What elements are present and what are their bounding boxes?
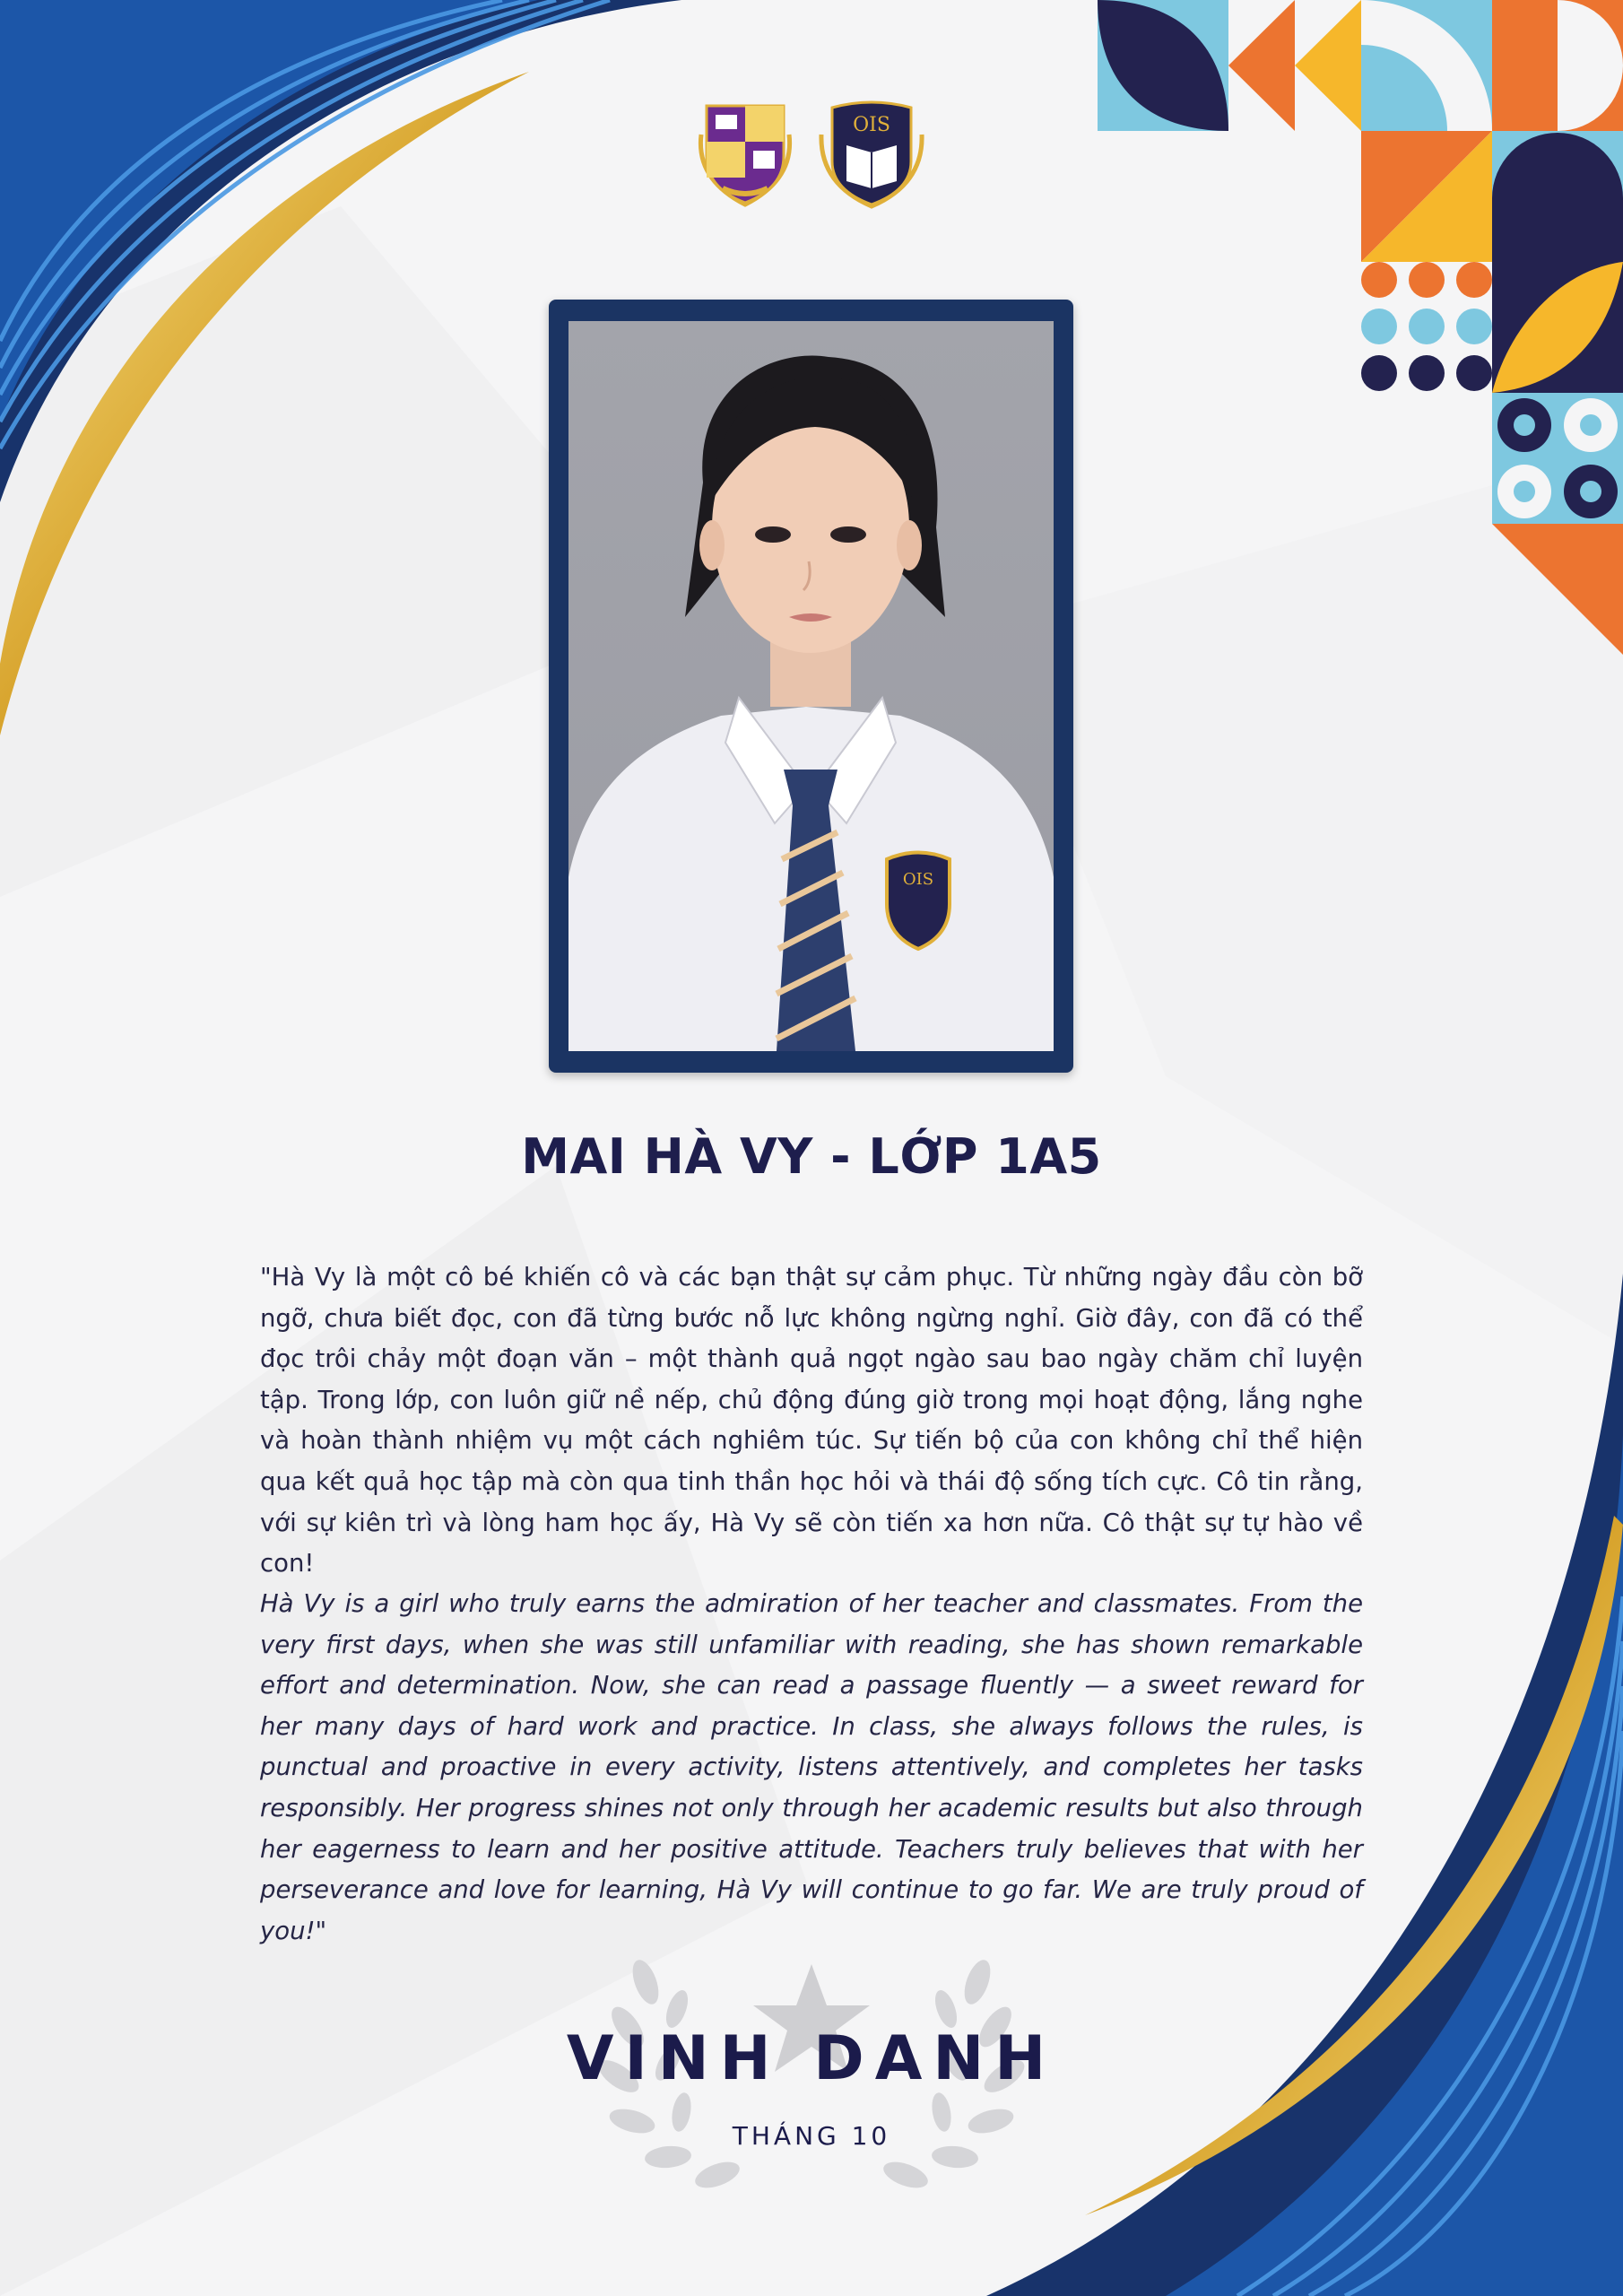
award-title: VINH DANH xyxy=(566,2023,1057,2094)
geometric-pattern xyxy=(1098,0,1623,664)
ois-crest-logo xyxy=(821,102,922,206)
award-month: THÁNG 10 xyxy=(732,2121,891,2151)
student-name-heading: MAI HÀ VY - LỚP 1A5 xyxy=(521,1128,1102,1185)
student-photo xyxy=(568,321,1054,1051)
student-portrait-illustration xyxy=(568,321,1054,1051)
svg-text:OIS: OIS xyxy=(853,114,890,136)
teacher-comment-english: Hà Vy is a girl who truly earns the admiration of her teacher and classmates. From the very first days, when she was still unfamiliar with reading, she has shown remarkable effort and determination. Now, she can read a passage fluently — a sweet reward for her many days of hard work and practice. In class, she always follows the rules, is punctual and proactive in every activity, listens attentively, and completes her tasks responsibly. Her progress shines not only through her academic results but also through her eagerness to learn and her positive attitude. Teachers truly believes that with her perseverance and love for learning, Hà Vy will continue to go far. We are truly proud of you!" xyxy=(260,1589,1363,1945)
photo-frame xyxy=(549,300,1073,1073)
teacher-comment-vietnamese: "Hà Vy là một cô bé khiến cô và các bạn thật sự cảm phục. Từ những ngày đầu còn bỡ ngỡ, chưa biết đọc, con đã từng bước nỗ lực không ngừng nghỉ. Giờ đây, con đã có thể đọc trôi chảy một đoạn văn – một thành quả ngọt ngào sau bao ngày chăm chỉ luyện tập. Trong lớp, con luôn giữ nề nếp, chủ động đúng giờ trong mọi hoạt động, lắng nghe và hoàn thành nhiệm vụ một cách nghiêm túc. Sự tiến bộ của con không chỉ thể hiện qua kết quả học tập mà còn qua tinh thần học hỏi và thái độ sống tích cực. Cô tin rằng, với sự kiên trì và lòng ham học ấy, Hà Vy sẽ còn tiến xa hơn nữa. Cô thật sự tự hào về con! xyxy=(260,1263,1363,1578)
olympia-crest-logo xyxy=(700,106,789,204)
svg-text:OIS: OIS xyxy=(902,870,934,889)
school-logos xyxy=(696,99,929,211)
